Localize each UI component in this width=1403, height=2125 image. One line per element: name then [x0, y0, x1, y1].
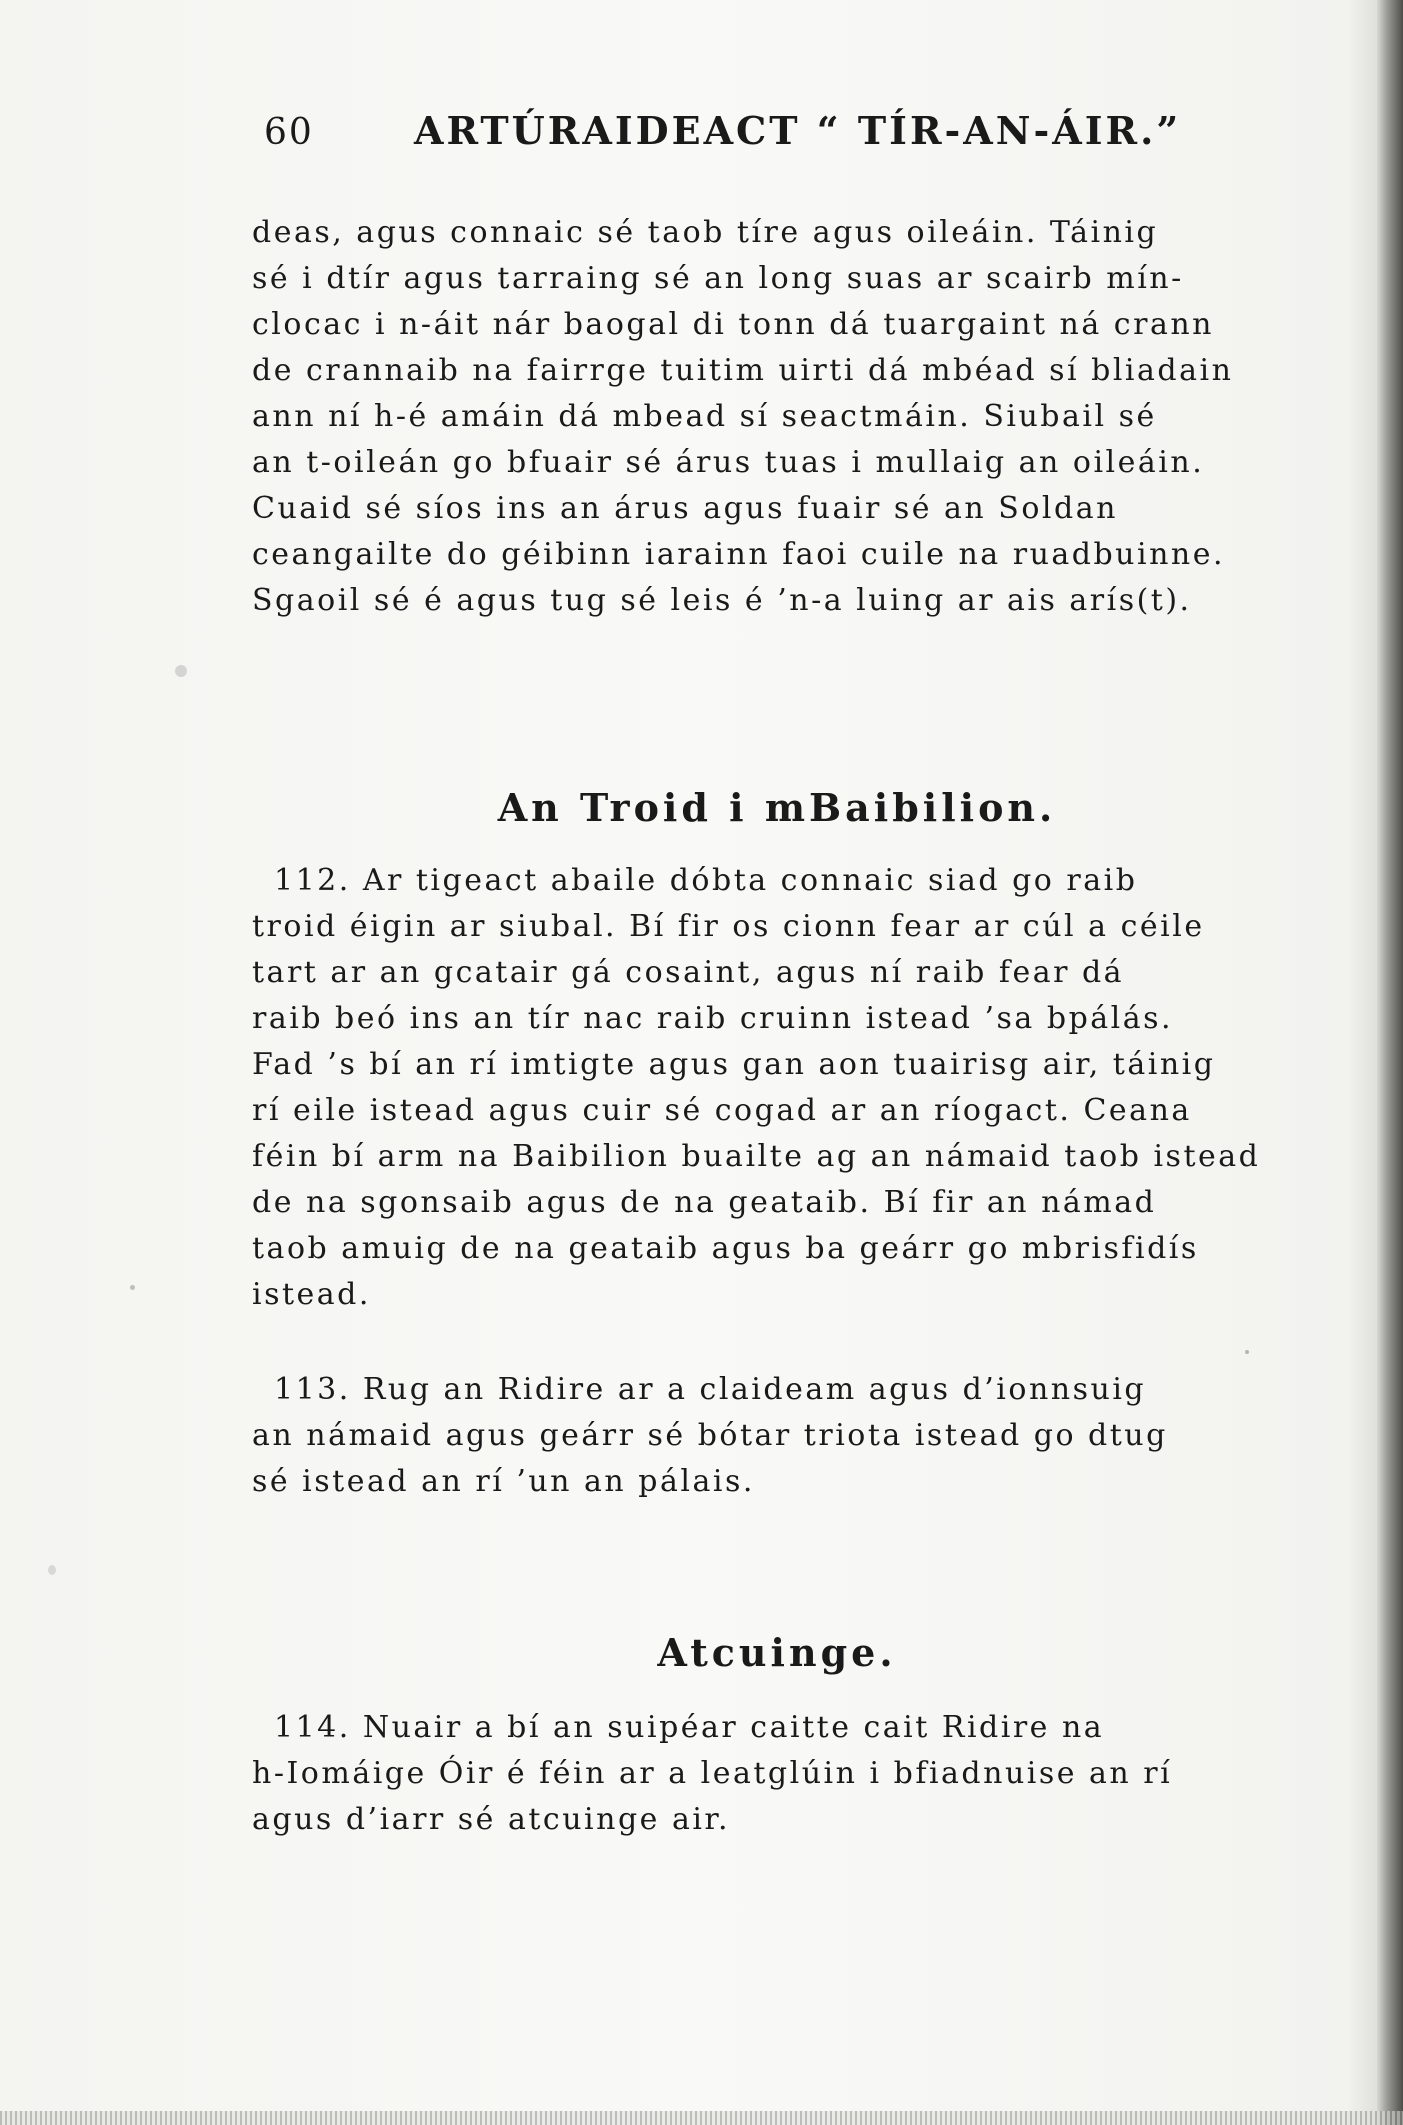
- paragraph-112: [252, 858, 1302, 1318]
- paper-speck: [130, 1285, 135, 1290]
- text-line: sé i dtír agus tarraing sé an long suas ar scairb mín-: [252, 261, 1184, 296]
- text-line: an námaid agus geárr sé bótar triota istead go dtug: [252, 1418, 1168, 1453]
- text-line: Cuaid sé síos ins an árus agus fuair sé an Soldan: [252, 491, 1118, 526]
- paragraph-114: [252, 1705, 1302, 1843]
- text-line: Sgaoil sé é agus tug sé leis é ’n-a luing ar ais arís(t).: [252, 583, 1192, 618]
- section-heading: Atcuinge.: [657, 1630, 897, 1675]
- page-bottom-edge: [0, 2111, 1403, 2125]
- text-line: agus d’iarr sé atcuinge air.: [252, 1802, 731, 1837]
- page-number: 60: [264, 112, 314, 153]
- text-line: tart ar an gcatair gá cosaint, agus ní raib fear dá: [252, 955, 1125, 990]
- text-line: ann ní h-é amáin dá mbead sí seactmáin. Siubail sé: [252, 399, 1157, 434]
- text-line: de crannaib na fairrge tuitim uirti dá mbéad sí bliadain: [252, 353, 1234, 388]
- text-line: clocac i n-áit nár baogal di tonn dá tuargaint ná crann: [252, 307, 1214, 342]
- text-line: 114. Nuair a bí an suipéar caitte cait Ridire na: [274, 1710, 1105, 1745]
- text-line: 113. Rug an Ridire ar a claideam agus d’ionnsuig: [274, 1372, 1147, 1407]
- running-header: [264, 108, 1284, 153]
- paper-speck: [48, 1565, 56, 1575]
- text-line: raib beó ins an tír nac raib cruinn istead ’sa bpálás.: [252, 1001, 1174, 1036]
- text-line: an t-oileán go bfuair sé árus tuas i mullaig an oileáin.: [252, 445, 1205, 480]
- text-line: de na sgonsaib agus de na geataib. Bí fir an námad: [252, 1185, 1157, 1220]
- paper-speck: [175, 665, 187, 677]
- running-title: ARTÚRAIDEACT “ TÍR-AN-ÁIR.”: [414, 108, 1182, 153]
- text-line: Fad ’s bí an rí imtigte agus gan aon tuairisg air, táinig: [252, 1047, 1216, 1082]
- section-heading: An Troid i mBaibilion.: [497, 785, 1057, 830]
- text-line: 112. Ar tigeact abaile dóbta connaic siad go raib: [274, 863, 1138, 898]
- text-line: ceangailte do géibinn iarainn faoi cuile na ruadbuinne.: [252, 537, 1226, 572]
- text-line: taob amuig de na geataib agus ba geárr go mbrisfidís: [252, 1231, 1199, 1266]
- text-line: h-Iomáige Óir é féin ar a leatglúin i bfiadnuise an rí: [252, 1756, 1173, 1791]
- page-binding-shadow: [1377, 0, 1403, 2125]
- text-line: sé istead an rí ’un an pálais.: [252, 1464, 755, 1499]
- text-line: rí eile istead agus cuir sé cogad ar an ríogact. Ceana: [252, 1093, 1192, 1128]
- paragraph-113: [252, 1367, 1302, 1505]
- text-line: deas, agus connaic sé taob tíre agus oileáin. Táinig: [252, 215, 1159, 250]
- paper-speck: [1245, 1350, 1249, 1354]
- paragraph-1: [252, 210, 1302, 624]
- text-line: troid éigin ar siubal. Bí fir os cionn fear ar cúl a céile: [252, 909, 1205, 944]
- text-line: féin bí arm na Baibilion buailte ag an námaid taob istead: [252, 1139, 1261, 1174]
- text-line: istead.: [252, 1277, 371, 1312]
